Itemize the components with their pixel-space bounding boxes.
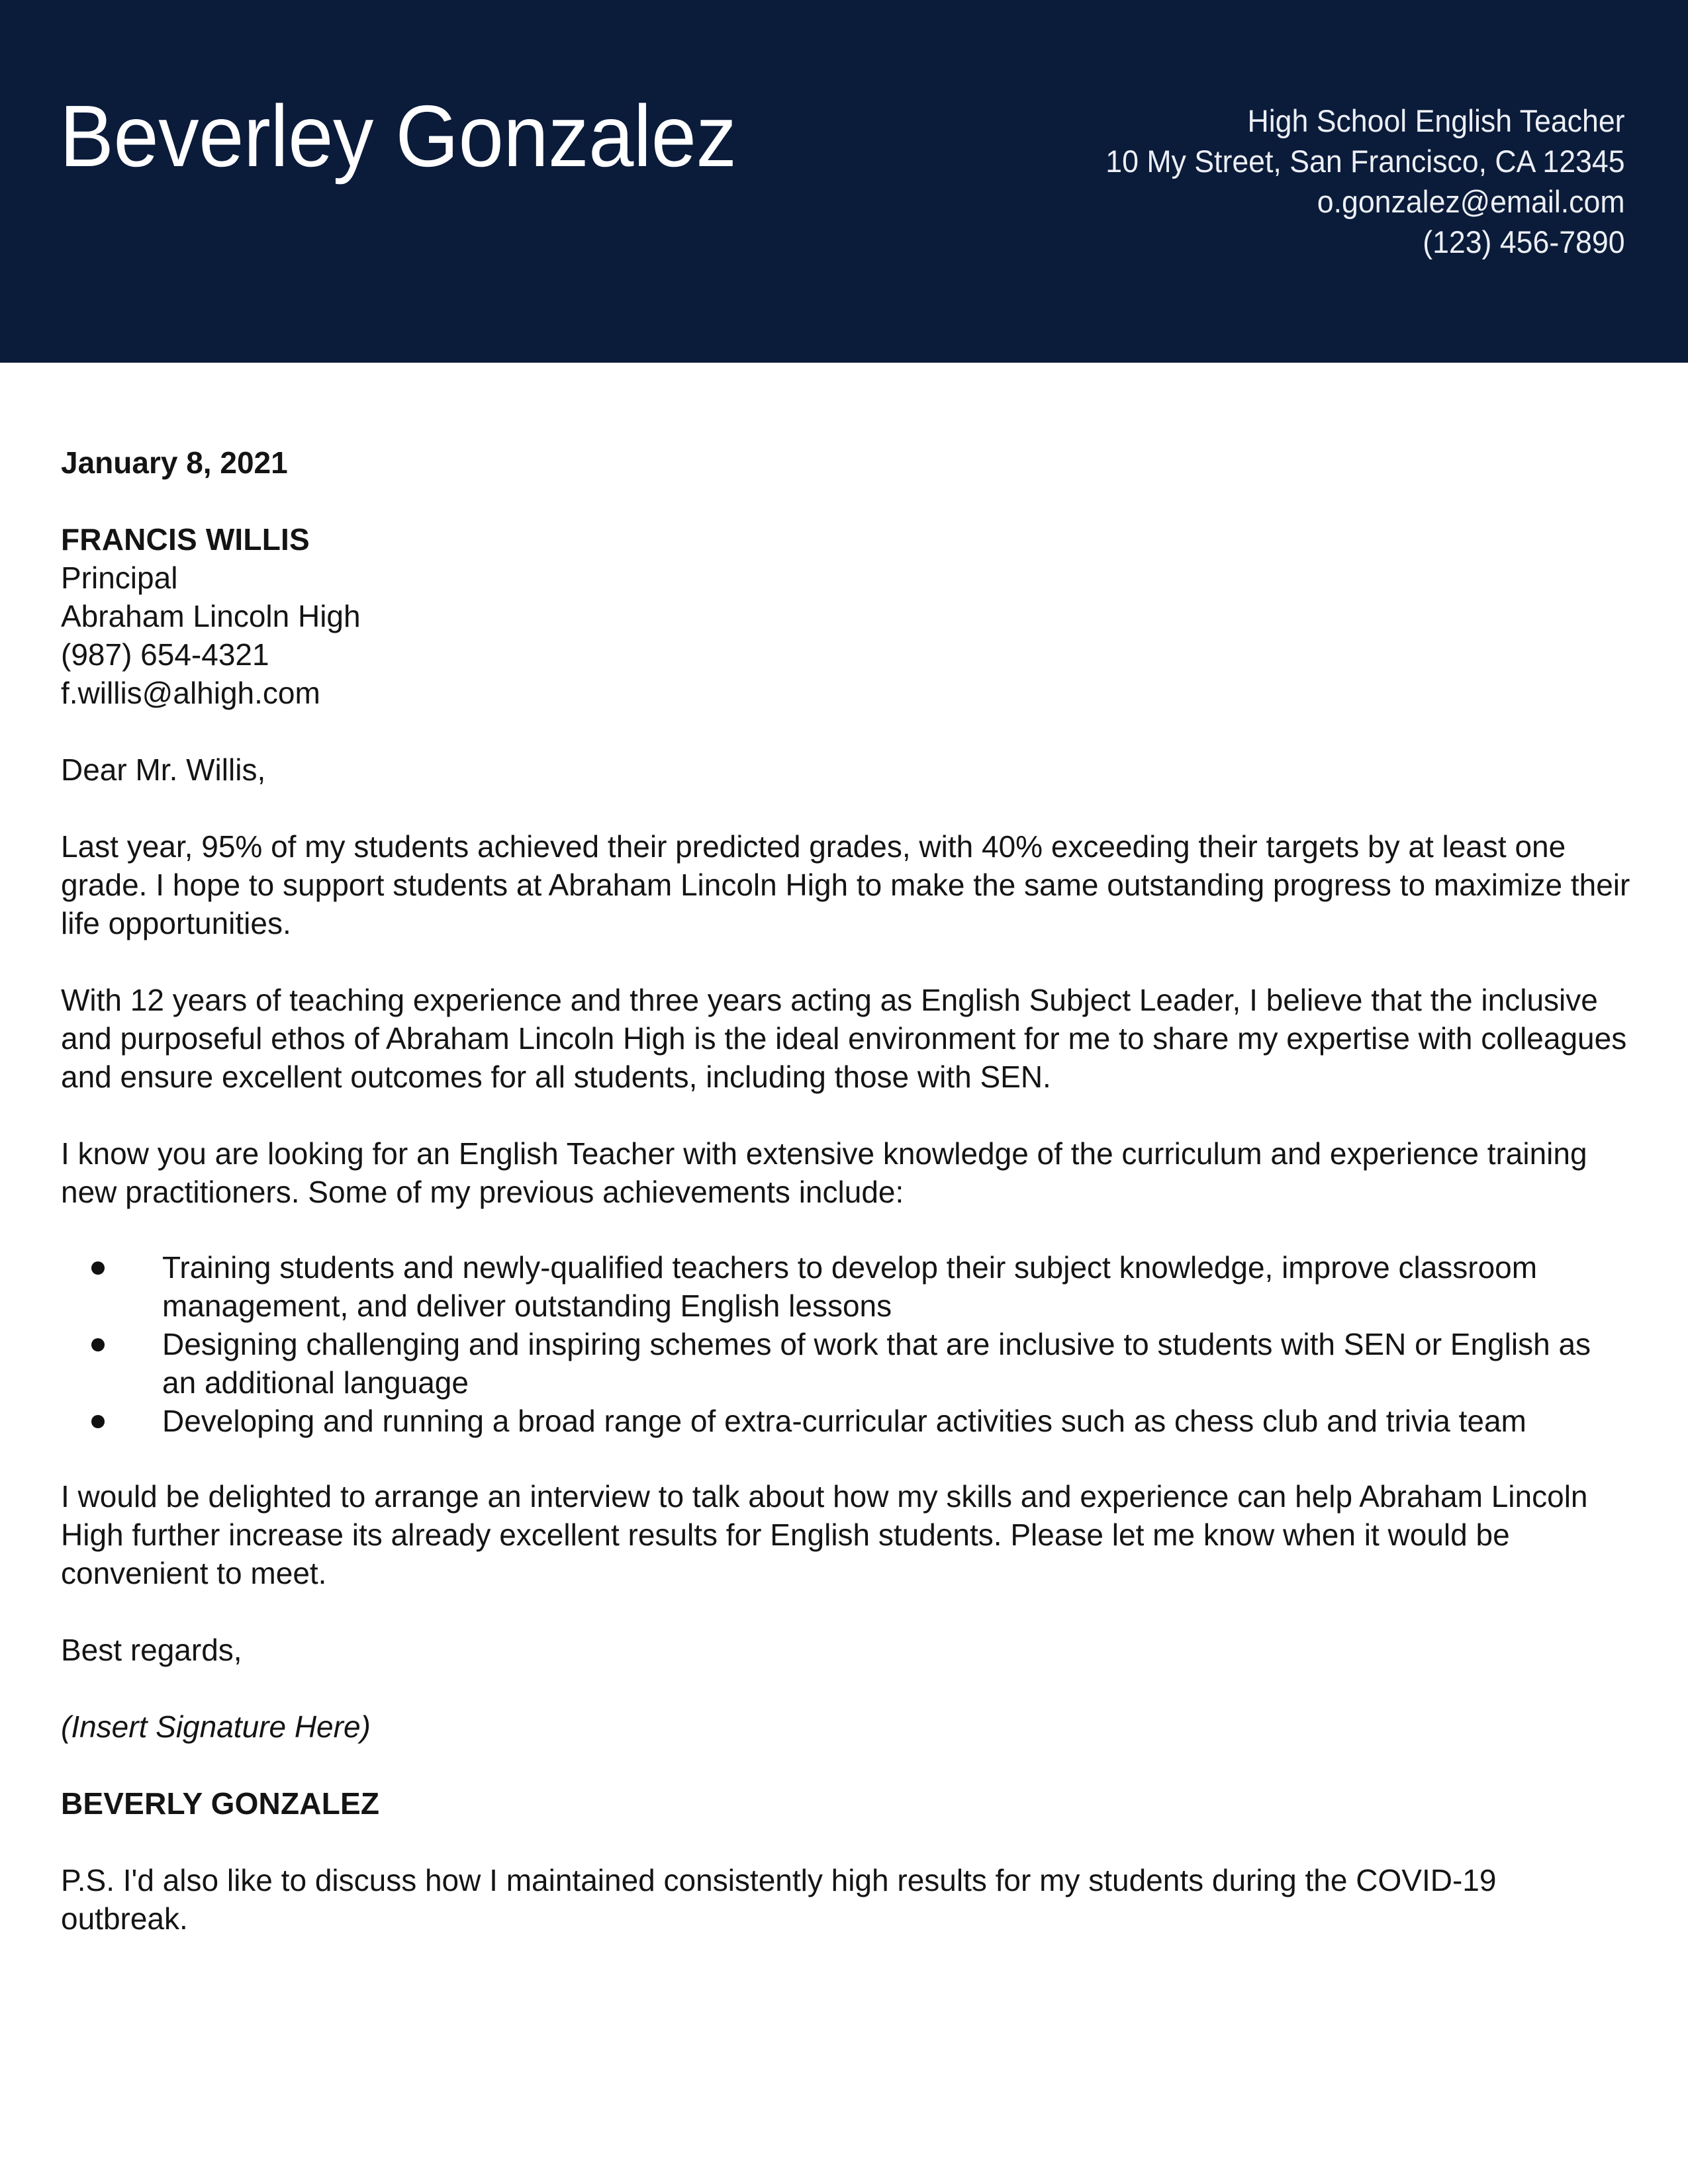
spacer (61, 1440, 1631, 1477)
contact-address: 10 My Street, San Francisco, CA 12345 (1105, 144, 1625, 179)
body-paragraph-1: Last year, 95% of my students achieved their predicted grades, with 40% exceeding their targets by at least one grade. I hope to support students at Abraham Lincoln High to make the same outstanding progress to maximize their life opportunities. (61, 829, 1630, 940)
letterhead-header (0, 0, 1688, 363)
letterhead-inner (60, 0, 1625, 363)
contact-phone: (123) 456-7890 (1423, 224, 1625, 260)
closing-paragraph: I would be delighted to arrange an interview to talk about how my skills and experience can help Abraham Lincoln High further increase its already excellent results for English students. Please let me know when it would be convenient to meet. (61, 1479, 1588, 1590)
body-paragraph-3: I know you are looking for an English Teacher with extensive knowledge of the curriculum and experience training new practitioners. Some of my previous achievements include: (61, 1136, 1587, 1209)
achievements-list (61, 1248, 1631, 1440)
recipient-name: FRANCIS WILLIS (61, 522, 310, 557)
contact-email: o.gonzalez@email.com (1317, 184, 1625, 220)
spacer (61, 1592, 1631, 1631)
list-item-text: Developing and running a broad range of extra-curricular activities such as chess club and trivia team (162, 1404, 1526, 1438)
postscript: P.S. I'd also like to discuss how I maintained consistently high results for my students during the COVID-19 outbreak. (61, 1863, 1497, 1936)
bullet-dot-icon (91, 1415, 105, 1428)
letter-date: January 8, 2021 (61, 445, 288, 480)
spacer (61, 1211, 1631, 1248)
spacer (61, 942, 1631, 981)
salutation: Dear Mr. Willis, (61, 752, 266, 787)
spacer (61, 712, 1631, 751)
recipient-email: f.willis@alhigh.com (61, 676, 320, 710)
recipient-block (61, 520, 1631, 712)
recipient-phone: (987) 654-4321 (61, 637, 269, 672)
body-paragraph-2: With 12 years of teaching experience and three years acting as English Subject Leader, I believe that the inclusive and purposeful ethos of Abraham Lincoln High is the ideal environment for me to share my expertise with colleagues and ensure excellent outcomes for all students, including those with SEN. (61, 983, 1627, 1094)
signature-placeholder: (Insert Signature Here) (61, 1709, 371, 1744)
list-item-text: Designing challenging and inspiring schemes of work that are inclusive to students with SEN or English as an additional language (162, 1327, 1591, 1400)
contact-block (1078, 101, 1625, 262)
contact-job-title: High School English Teacher (1247, 103, 1625, 138)
list-item-text: Training students and newly-qualified teachers to develop their subject knowledge, improve classroom management, and deliver outstanding English lessons (162, 1250, 1538, 1323)
spacer (61, 1669, 1631, 1707)
list-item (61, 1325, 1631, 1402)
list-item (61, 1402, 1631, 1440)
signer-name: BEVERLY GONZALEZ (61, 1786, 380, 1821)
list-item (61, 1248, 1631, 1325)
recipient-title: Principal (61, 561, 178, 595)
spacer (61, 1746, 1631, 1784)
recipient-organization: Abraham Lincoln High (61, 599, 361, 633)
spacer (61, 1096, 1631, 1134)
letter-body (61, 443, 1631, 1938)
bullet-dot-icon (91, 1338, 105, 1351)
spacer (61, 1823, 1631, 1861)
bullet-dot-icon (91, 1261, 105, 1275)
spacer (61, 789, 1631, 827)
spacer (61, 482, 1631, 520)
sign-off: Best regards, (61, 1633, 242, 1667)
applicant-name: Beverley Gonzalez (60, 87, 737, 185)
